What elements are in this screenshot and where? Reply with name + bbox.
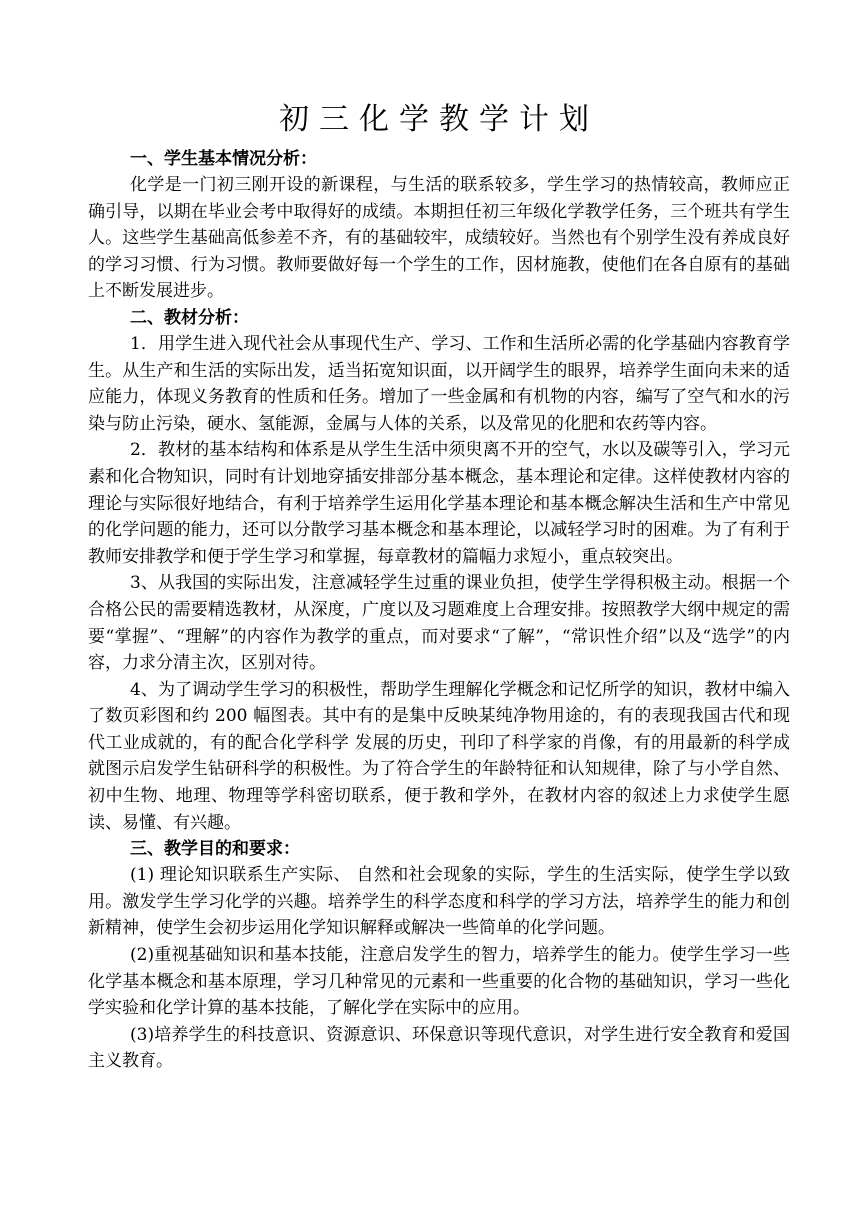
paragraph: (1) 理论知识联系生产实际、 自然和社会现象的实际，学生的生活实际，使学生学以致用。激发学生学习化学的兴趣。培养学生的科学态度和科学的学习方法，培养学生的能力和创新精神，使学生会初步运用化学知识解释或解决一些简单的化学问题。 [88, 865, 790, 939]
section-heading: 二、教材分析： [130, 307, 249, 328]
section-textbook-analysis [88, 305, 790, 836]
paragraph: 化学是一门初三刚开设的新课程，与生活的联系较多，学生学习的热情较高，教师应正确引导，以期在毕业会考中取得好的成绩。本期担任初三年级化学教学任务，三个班共有学生 人。这些学生基础高低参差不齐，有的基础较牢，成绩较好。当然也有个别学生没有养成良好的学习习惯、行为习惯。教师要做好每一个学生的工作，因材施教，使他们在各自原有的基础上不断发展进步。 [88, 175, 824, 302]
document-page [88, 100, 824, 1075]
section-heading: 三、教学目的和要求： [130, 839, 300, 860]
page-title: 初三化学教学计划 [279, 102, 599, 137]
paragraph: (3)培养学生的科技意识、资源意识、环保意识等现代意识，对学生进行安全教育和爱国主义教育。 [88, 1024, 790, 1072]
section-heading: 一、学生基本情况分析： [130, 149, 317, 169]
paragraph: 4、为了调动学生学习的积极性，帮助学生理解化学概念和记忆所学的知识，教材中编入了数页彩图和约 200 幅图表。其中有的是集中反映某纯净物用途的，有的表现我国古代和现代工业成就的，有的配合化学科学 发展的历史，刊印了科学家的肖像，有的用最新的科学成就图示启发学生钻研科学的积极性。为了符合学生的年龄特征和认知规律，除了与小学自然、初中生物、地理、物理等学科密切联系，便于教和学外，在教材内容的叙述上力求使学生愿读、易懂、有兴趣。 [88, 679, 790, 833]
paragraph: 1．用学生进入现代社会从事现代生产、学习、工作和生活所必需的化学基础内容教育学生。从生产和生活的实际出发，适当拓宽知识面，以开阔学生的眼界，培养学生面向未来的适应能力，体现义务教育的性质和任务。增加了一些金属和有机物的内容，编写了空气和水的污染与防止污染，硬水、氢能源，金属与人体的关系，以及常见的化肥和农药等内容。 [88, 333, 790, 434]
paragraph: (2)重视基础知识和基本技能，注意启发学生的智力，培养学生的能力。使学生学习一些化学基本概念和基本原理，学习几种常见的元素和一些重要的化合物的基础知识，学习一些化学实验和化学计算的基本技能，了解化学在实际中的应用。 [88, 945, 790, 1019]
section-teaching-goals [88, 836, 790, 1075]
paragraph: 2．教材的基本结构和体系是从学生生活中须臾离不开的空气，水以及碳等引入，学习元素和化合物知识，同时有计划地穿插安排部分基本概念，基本理论和定律。这样使教材内容的理论与实际很好地结合，有利于培养学生运用化学基本理论和基本概念解决生活和生产中常见的化学问题的能力，还可以分散学习基本概念和基本理论，以减轻学习时的困难。为了有利于教师安排教学和便于学生学习和掌握，每章教材的篇幅力求短小，重点较突出。 [88, 440, 790, 567]
paragraph: 3、从我国的实际出发，注意减轻学生过重的课业负担，使学生学得积极主动。根据一个合格公民的需要精选教材，从深度，广度以及习题难度上合理安排。按照教学大纲中规定的需要“掌握”、“理解”的内容作为教学的重点，而对要求“了解”，“常识性介绍”以及“选学”的内容，力求分清主次，区别对待。 [88, 573, 790, 674]
section-student-analysis [88, 146, 824, 305]
